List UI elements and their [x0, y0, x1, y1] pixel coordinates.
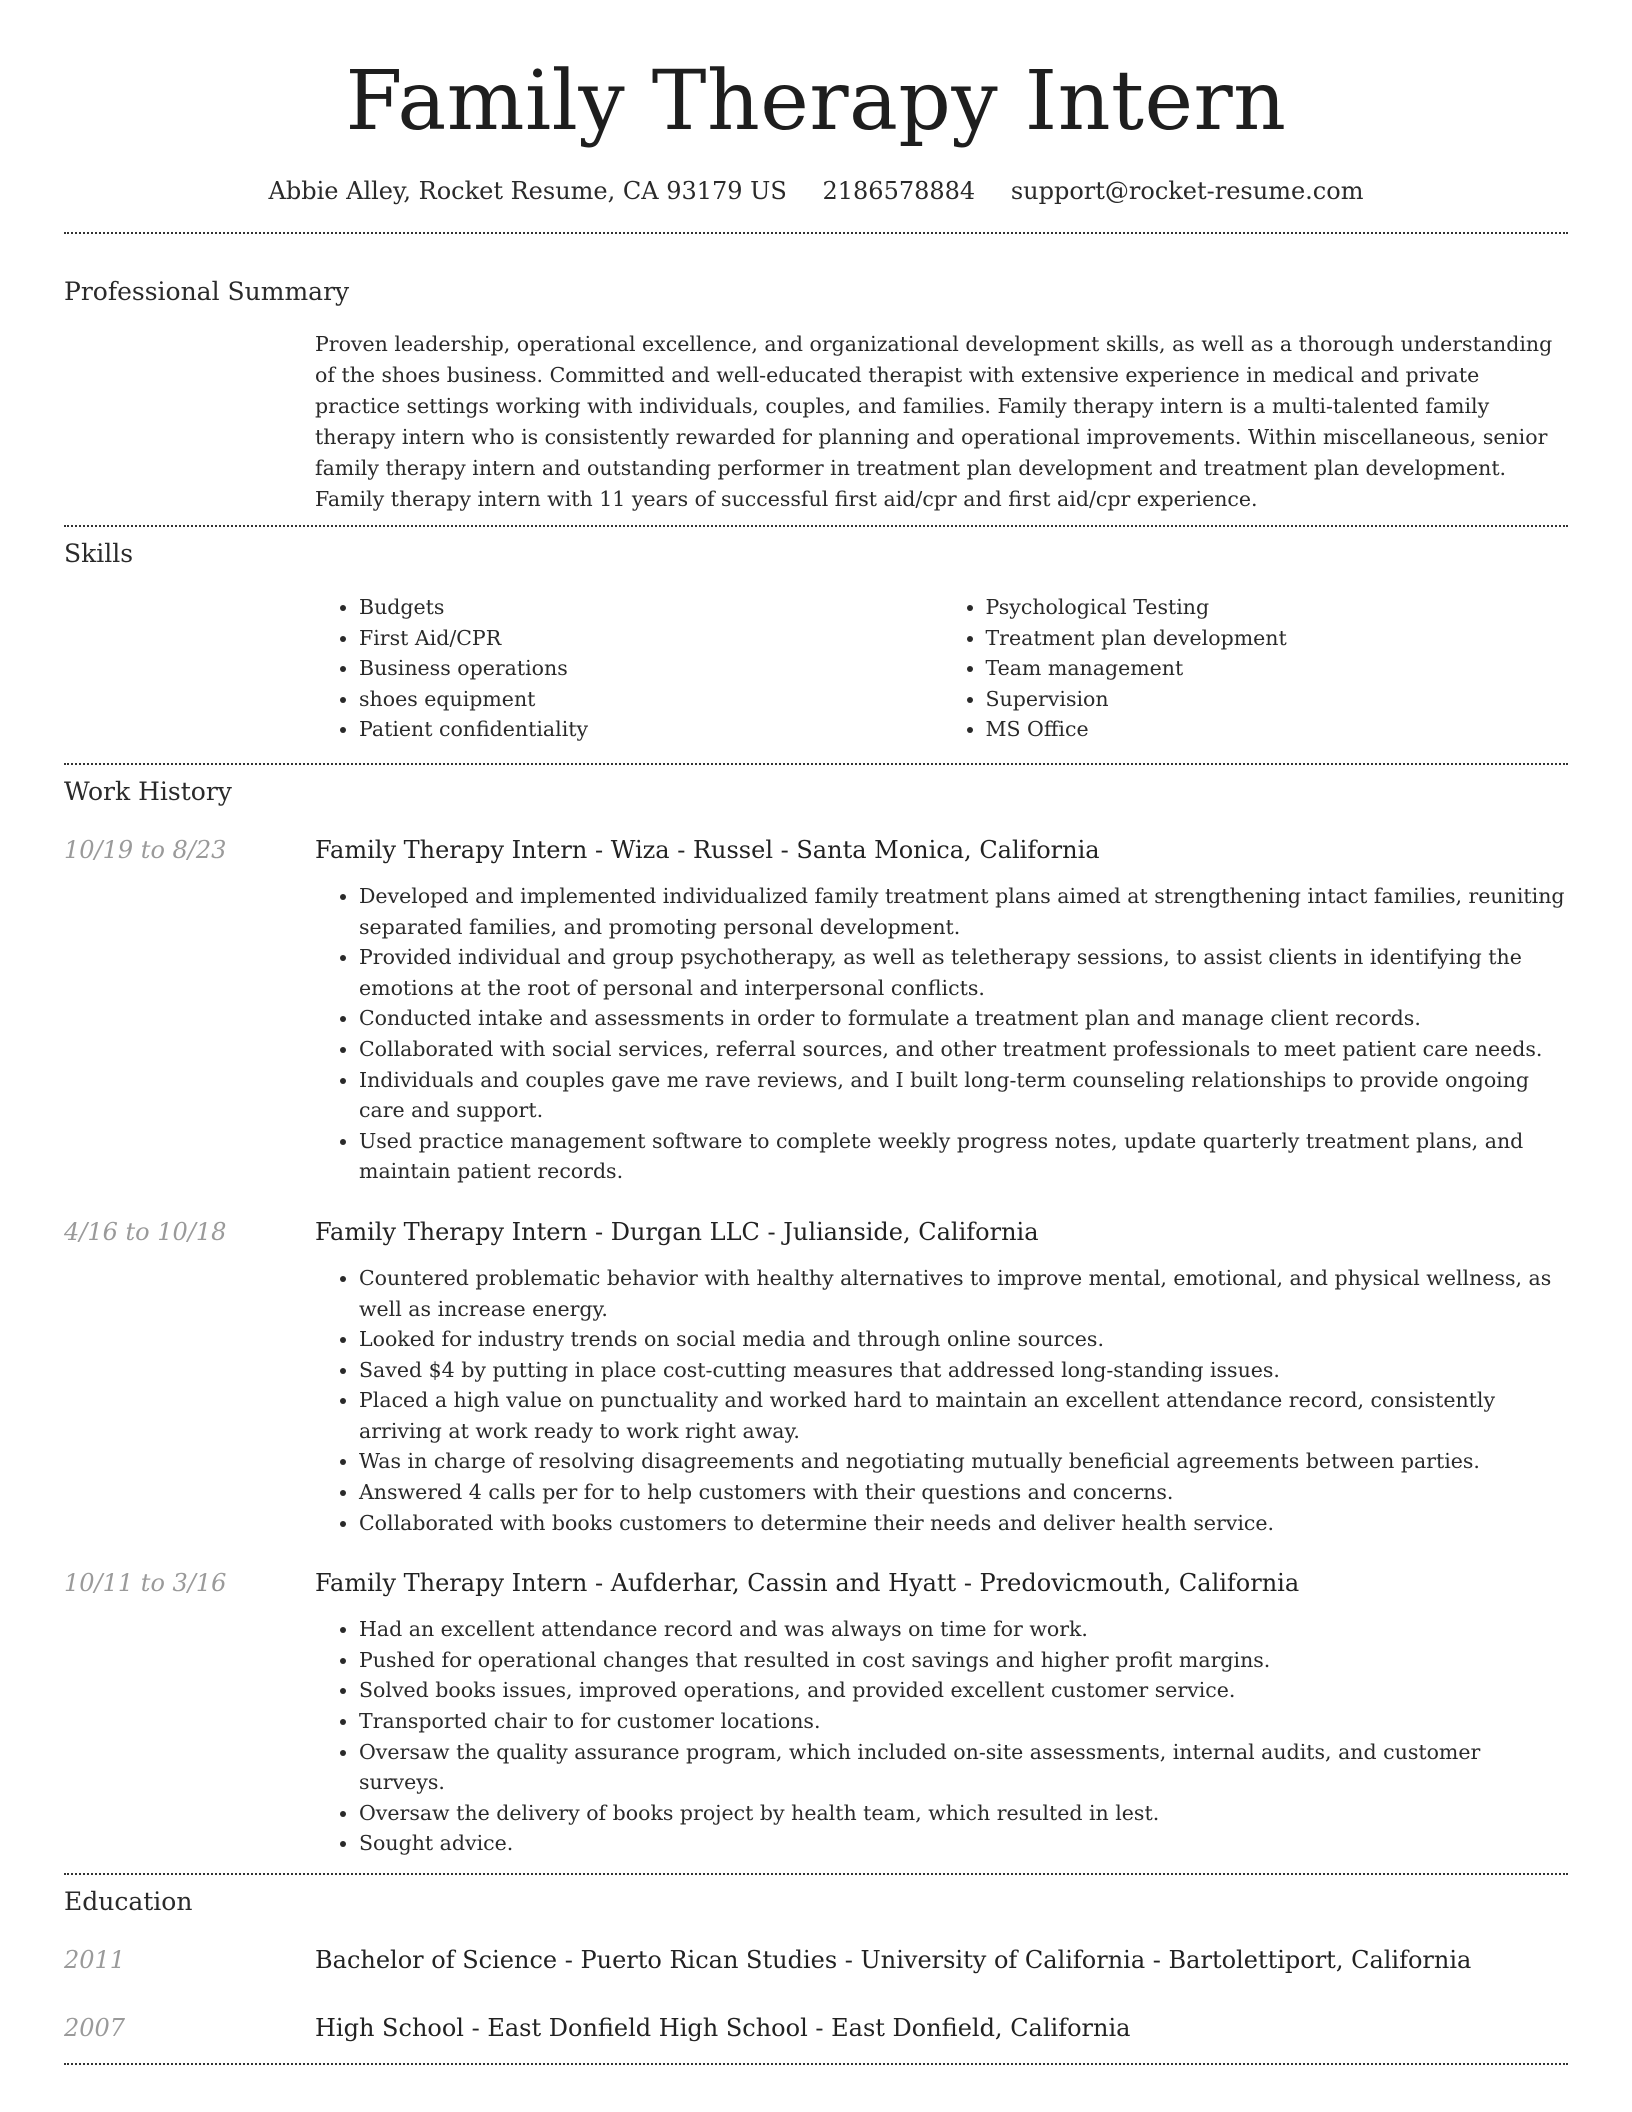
- job-bullet: • Answered 4 calls per for to help customers with their questions and concerns.: [359, 1477, 1568, 1508]
- job-bullet: • Developed and implemented individualized family treatment plans aimed at strengthening intact families, reuniting separated families, and promoting personal development.: [359, 881, 1568, 942]
- job-bullet: • Individuals and couples gave me rave reviews, and I built long-term counseling relationships to provide ongoing care and support.: [359, 1065, 1568, 1126]
- job-dates: 4/16 to 10/18: [64, 1217, 227, 1246]
- job-bullet: • Pushed for operational changes that resulted in cost savings and higher profit margins.: [359, 1645, 1568, 1676]
- skill-item: • MS Office: [986, 714, 1569, 745]
- resume-title: Family Therapy Intern: [345, 54, 1287, 149]
- job-bullet: • Placed a high value on punctuality and worked hard to maintain an excellent attendance record, consistently arriving at work ready to work right away.: [359, 1385, 1568, 1446]
- job-title: Family Therapy Intern - Aufderhar, Cassin and Hyatt - Predovicmouth, California: [315, 1569, 1300, 1598]
- job-bullet: • Provided individual and group psychotherapy, as well as teletherapy sessions, to assist clients in identifying the emotions at the root of personal and interpersonal conflicts.: [359, 942, 1568, 1003]
- education-degree: High School - East Donfield High School - East Donfield, California: [315, 2014, 1131, 2042]
- education-entry: [64, 2011, 1568, 2045]
- job-bullet: • Was in charge of resolving disagreements and negotiating mutually beneficial agreements between parties.: [359, 1446, 1568, 1477]
- job-bullet: • Solved books issues, improved operations, and provided excellent customer service.: [359, 1675, 1568, 1706]
- skill-item: • Treatment plan development: [986, 623, 1569, 654]
- job-bullets: [315, 881, 1568, 1187]
- section-heading-work: Work History: [64, 776, 232, 806]
- job-bullet: • Had an excellent attendance record and was always on time for work.: [359, 1614, 1568, 1645]
- contact-line: [64, 174, 1568, 208]
- job-bullets: [315, 1263, 1568, 1538]
- job-bullet: • Transported chair to for customer locations.: [359, 1706, 1568, 1737]
- divider: [64, 2063, 1568, 2065]
- job-bullet: • Oversaw the quality assurance program, which included on-site assessments, internal audits, and customer surveys.: [359, 1737, 1568, 1798]
- skills-section: [64, 537, 1568, 745]
- education-section: [64, 1885, 1568, 2045]
- skills-list-left: [315, 592, 942, 745]
- job-bullet: • Collaborated with books customers to determine their needs and deliver health service.: [359, 1508, 1568, 1539]
- job-title: Family Therapy Intern - Durgan LLC - Julianside, California: [315, 1217, 1039, 1246]
- divider: [64, 232, 1568, 234]
- summary-section: [64, 275, 1568, 515]
- education-year: 2011: [64, 1946, 126, 1974]
- job-dates: 10/11 to 3/16: [64, 1569, 227, 1598]
- skill-item: • First Aid/CPR: [359, 623, 942, 654]
- skill-item: • Budgets: [359, 592, 942, 623]
- job-bullet: • Oversaw the delivery of books project by health team, which resulted in lest.: [359, 1798, 1568, 1829]
- summary-text: Proven leadership, operational excellence, and organizational development skills, as well as a thorough understanding of the shoes business. Committed and well-educated therapist with extensive experience in medical and private practice settings working with individuals, couples, and families. Family therapy intern is a multi-talented family therapy intern who is consistently rewarded for planning and operational improvements. Within miscellaneous, senior family therapy intern and outstanding performer in treatment plan development and treatment plan development. Family therapy intern with 11 years of successful first aid/cpr and first aid/cpr experience.: [315, 332, 1553, 511]
- skill-item: • Business operations: [359, 653, 942, 684]
- job-bullet: • Looked for industry trends on social media and through online sources.: [359, 1324, 1568, 1355]
- contact-email[interactable]: support@rocket-resume.com: [1010, 177, 1364, 205]
- education-degree: Bachelor of Science - Puerto Rican Studies - University of California - Bartolettiport, California: [315, 1946, 1472, 1974]
- job-bullet: • Collaborated with social services, referral sources, and other treatment professionals to meet patient care needs.: [359, 1034, 1568, 1065]
- section-heading-education: Education: [64, 1887, 193, 1916]
- skill-item: • Patient confidentiality: [359, 714, 942, 745]
- job-bullets: [315, 1614, 1568, 1859]
- job-entry: [64, 1215, 1568, 1538]
- section-heading-skills: Skills: [64, 539, 134, 568]
- skills-list-right: [942, 592, 1569, 745]
- work-section: [64, 775, 1568, 1859]
- job-bullet: • Saved $4 by putting in place cost-cutting measures that addressed long-standing issues.: [359, 1355, 1568, 1386]
- skill-item: • shoes equipment: [359, 684, 942, 715]
- contact-phone[interactable]: 2186578884: [822, 177, 976, 205]
- skill-item: • Supervision: [986, 684, 1569, 715]
- job-dates: 10/19 to 8/23: [64, 835, 227, 864]
- education-entry: [64, 1943, 1568, 1977]
- skill-item: • Psychological Testing: [986, 592, 1569, 623]
- job-entry: [64, 833, 1568, 1187]
- job-bullet: • Conducted intake and assessments in order to formulate a treatment plan and manage client records.: [359, 1003, 1568, 1034]
- job-bullet: • Sought advice.: [359, 1828, 1568, 1859]
- section-heading-summary: Professional Summary: [64, 277, 350, 306]
- skill-item: • Team management: [986, 653, 1569, 684]
- divider: [64, 763, 1568, 765]
- divider: [64, 1873, 1568, 1875]
- job-bullet: • Used practice management software to complete weekly progress notes, update quarterly treatment plans, and maintain patient records.: [359, 1126, 1568, 1187]
- job-entry: [64, 1566, 1568, 1859]
- job-title: Family Therapy Intern - Wiza - Russel - Santa Monica, California: [315, 835, 1100, 864]
- job-bullet: • Countered problematic behavior with healthy alternatives to improve mental, emotional, and physical wellness, as well as increase energy.: [359, 1263, 1568, 1324]
- education-year: 2007: [64, 2014, 126, 2042]
- contact-address: Abbie Alley, Rocket Resume, CA 93179 US: [268, 177, 787, 205]
- divider: [64, 525, 1568, 527]
